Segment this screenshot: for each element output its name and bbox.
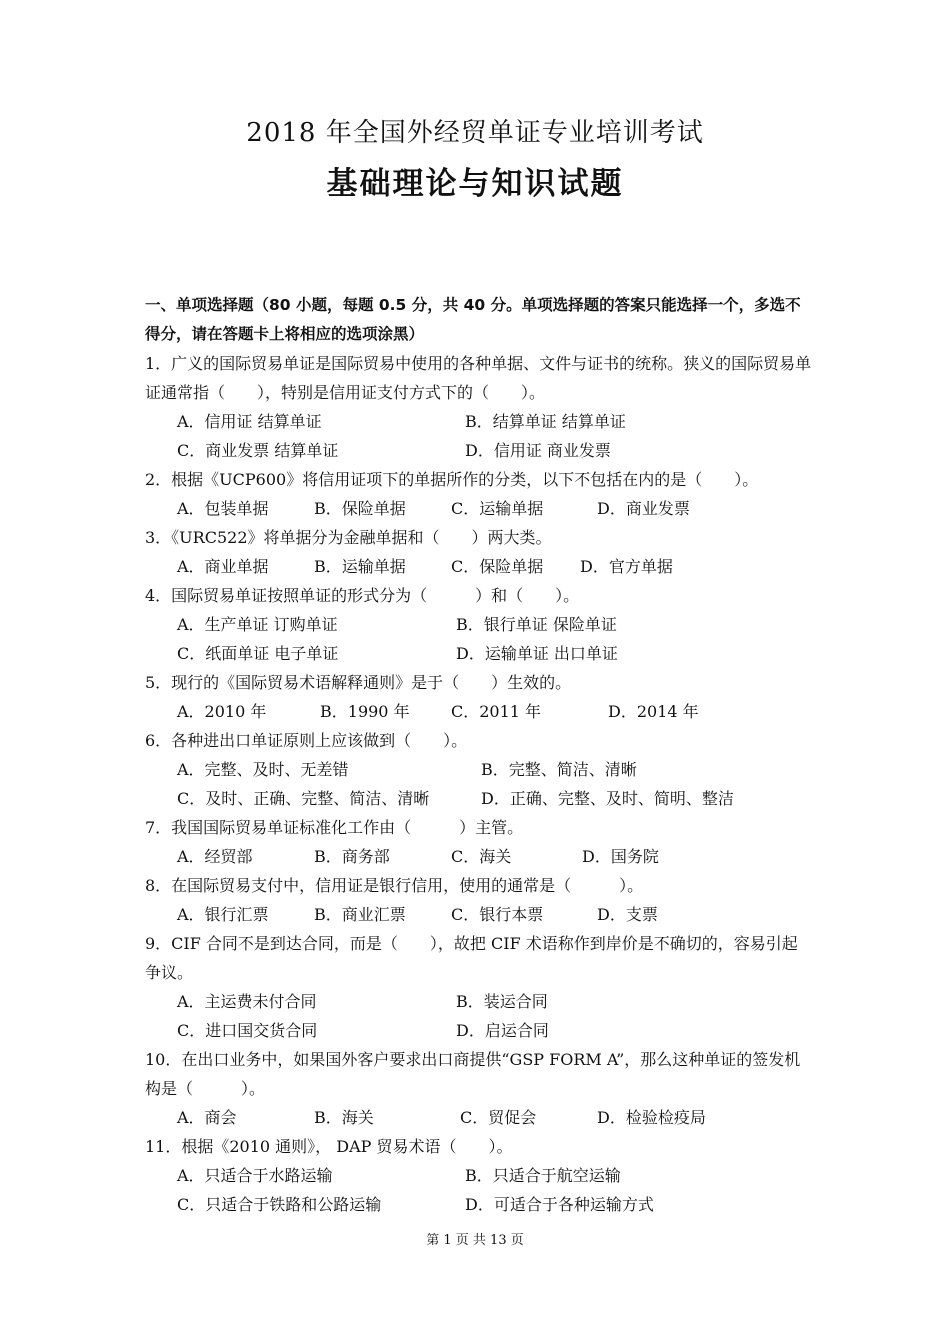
option-c: C．进口国交货合同 (177, 1021, 318, 1040)
option-d: D．信用证 商业发票 (465, 441, 611, 460)
option-b: B．只适合于航空运输 (465, 1166, 621, 1185)
option-a: A．2010 年 (177, 702, 267, 721)
option-d: D．支票 (597, 905, 658, 924)
option-c: C．2011 年 (451, 702, 542, 721)
question-3 (145, 523, 813, 581)
option-d: D．启运合同 (456, 1021, 549, 1040)
question-stem: 3．《URC522》将单据分为金融单据和（ ）两大类。 (145, 528, 552, 547)
question-6 (145, 726, 813, 813)
option-a: A．主运费未付合同 (177, 992, 317, 1011)
option-b: B．海关 (314, 1108, 374, 1127)
question-stem: 2．根据《UCP600》将信用证项下的单据所作的分类，以下不包括在内的是（ ）。 (145, 470, 759, 489)
question-stem: 7．我国国际贸易单证标准化工作由（ ）主管。 (145, 818, 524, 837)
question-7 (145, 813, 813, 871)
options-row (145, 407, 813, 436)
option-a: A．银行汇票 (177, 905, 269, 924)
options-row (145, 1103, 813, 1132)
question-stem: 11．根据《2010 通则》， DAP 贸易术语（ ）。 (145, 1137, 513, 1156)
option-c: C．银行本票 (451, 905, 544, 924)
question-stem: 5．现行的《国际贸易术语解释通则》是于（ ）生效的。 (145, 673, 572, 692)
options-row (145, 1016, 813, 1045)
exam-subtitle: 基础理论与知识试题 (326, 166, 624, 202)
option-d: D．商业发票 (597, 499, 690, 518)
option-b: B．完整、简洁、清晰 (481, 760, 637, 779)
options-row (145, 697, 813, 726)
option-b: B．商业汇票 (314, 905, 406, 924)
option-b: B．1990 年 (320, 702, 410, 721)
question-9 (145, 929, 813, 1045)
option-c: C．运输单据 (451, 499, 544, 518)
options-row (145, 755, 813, 784)
options-row (145, 987, 813, 1016)
section-heading: 一、单项选择题（80 小题，每题 0.5 分，共 40 分。单项选择题的答案只能选择一个，多选不得分，请在答题卡上将相应的选项涂黑） (145, 296, 801, 343)
question-5 (145, 668, 813, 726)
option-a: A．商会 (177, 1108, 237, 1127)
option-c: C．及时、正确、完整、简洁、清晰 (177, 789, 430, 808)
option-d: D．检验检疫局 (597, 1108, 706, 1127)
option-c: C．纸面单证 电子单证 (177, 644, 339, 663)
option-a: A．包装单据 (177, 499, 269, 518)
option-a: A．只适合于水路运输 (177, 1166, 333, 1185)
question-10 (145, 1045, 813, 1132)
option-a: A．生产单证 订购单证 (177, 615, 338, 634)
question-4 (145, 581, 813, 668)
option-c: C．只适合于铁路和公路运输 (177, 1195, 382, 1214)
option-b: B．商务部 (314, 847, 390, 866)
page-number: 第 1 页 共 13 页 (426, 1233, 524, 1248)
options-row (145, 1161, 813, 1190)
option-a: A．经贸部 (177, 847, 253, 866)
options-row (145, 494, 813, 523)
option-a: A．信用证 结算单证 (177, 412, 322, 431)
question-stem: 8．在国际贸易支付中，信用证是银行信用，使用的通常是（ ）。 (145, 876, 644, 895)
option-d: D．国务院 (582, 847, 659, 866)
options-row (145, 784, 813, 813)
question-stem: 6．各种进出口单证原则上应该做到（ ）。 (145, 731, 468, 750)
option-b: B．结算单证 结算单证 (465, 412, 626, 431)
exam-content (145, 291, 813, 1219)
option-c: C．保险单据 (451, 557, 544, 576)
options-row (145, 552, 813, 581)
options-row (145, 436, 813, 465)
option-c: C．商业发票 结算单证 (177, 441, 339, 460)
question-stem: 9．CIF 合同不是到达合同，而是（ ），故把 CIF 术语称作到岸价是不确切的，容易引起争议。 (145, 934, 798, 982)
question-stem: 4．国际贸易单证按照单证的形式分为（ ）和（ ）。 (145, 586, 580, 605)
option-c: C．贸促会 (460, 1108, 537, 1127)
question-11 (145, 1132, 813, 1219)
option-b: B．装运合同 (456, 992, 548, 1011)
options-row (145, 610, 813, 639)
option-c: C．海关 (451, 847, 512, 866)
options-row (145, 842, 813, 871)
question-8 (145, 871, 813, 929)
question-1 (145, 349, 813, 465)
question-stem: 10．在出口业务中，如果国外客户要求出口商提供“GSP FORM A”，那么这种单证的签发机构是（ ）。 (145, 1050, 801, 1098)
option-b: B．运输单据 (314, 557, 406, 576)
exam-title: 2018 年全国外经贸单证专业培训考试 (246, 118, 704, 148)
option-d: D．官方单据 (580, 557, 673, 576)
options-row (145, 639, 813, 668)
options-row (145, 1190, 813, 1219)
option-d: D．可适合于各种运输方式 (465, 1195, 654, 1214)
option-a: A．完整、及时、无差错 (177, 760, 349, 779)
option-b: B．银行单证 保险单证 (456, 615, 617, 634)
option-b: B．保险单据 (314, 499, 406, 518)
question-stem: 1．广义的国际贸易单证是国际贸易中使用的各种单据、文件与证书的统称。狭义的国际贸易单证通常指（ ），特别是信用证支付方式下的（ ）。 (145, 354, 812, 402)
option-a: A．商业单据 (177, 557, 269, 576)
options-row (145, 900, 813, 929)
option-d: D．2014 年 (608, 702, 699, 721)
option-d: D．正确、完整、及时、简明、整洁 (481, 789, 734, 808)
question-2 (145, 465, 813, 523)
option-d: D．运输单证 出口单证 (456, 644, 618, 663)
